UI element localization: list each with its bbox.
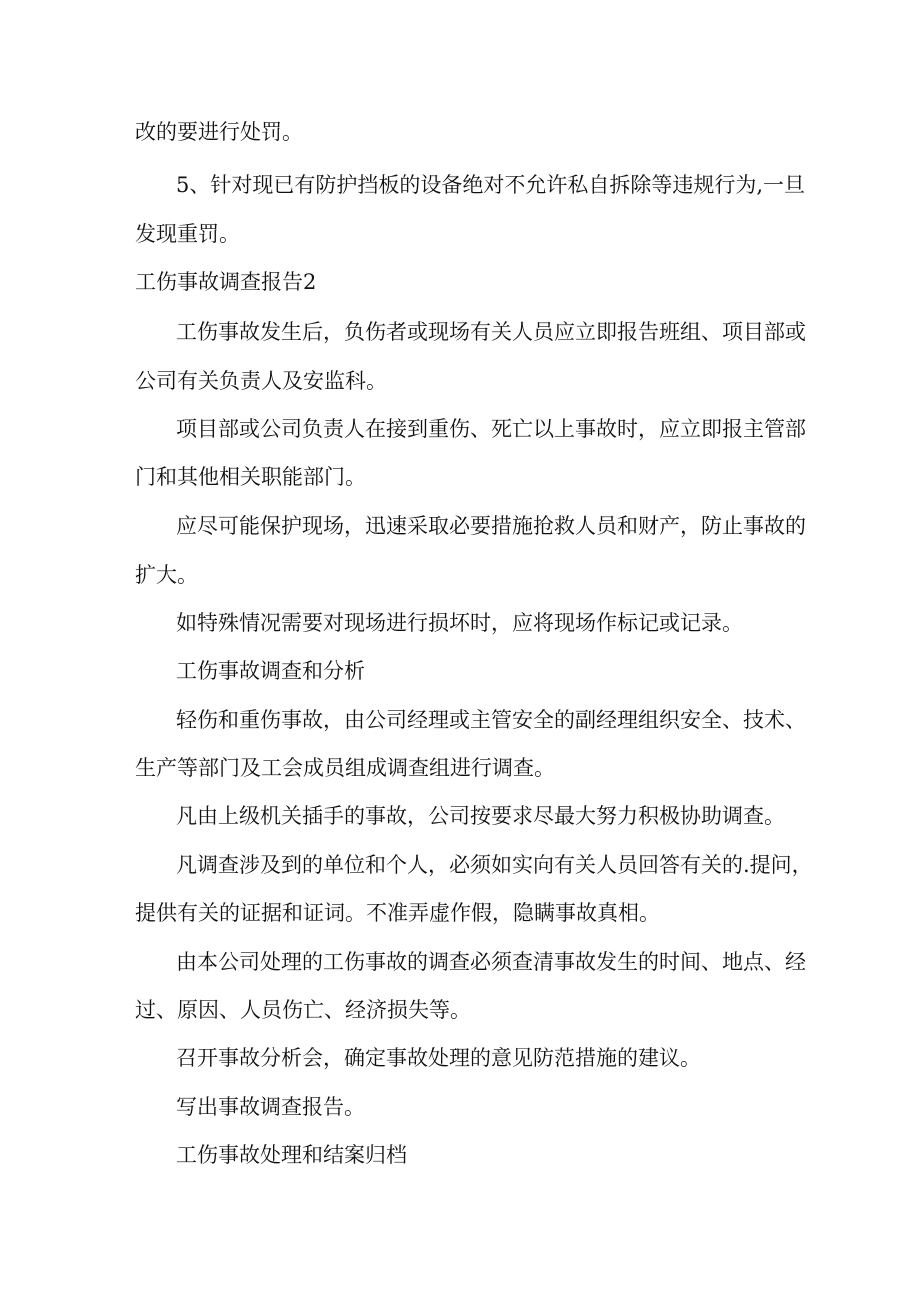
paragraph-line: 凡由上级机关插手的事故，公司按要求尽最大努力积极协助调查。 [176, 804, 785, 828]
paragraph-line: 由本公司处理的工伤事故的调查必须查清事故发生的时间、地点、经 [176, 950, 806, 974]
paragraph-line: 应尽可能保护现场，迅速采取必要措施抢救人员和财产，防止事故的 [176, 514, 806, 538]
paragraph-line: 门和其他相关职能部门。 [135, 465, 366, 489]
subsection-heading: 工伤事故调查和分析 [176, 659, 365, 683]
paragraph-line: 轻伤和重伤事故，由公司经理或主管安全的副经理组织安全、技术、 [176, 708, 806, 732]
paragraph-line: 提供有关的证据和证词。不准弄虚作假，隐瞒事故真相。 [135, 901, 660, 925]
paragraph-line: 扩大。 [135, 563, 198, 587]
paragraph-line: 工伤事故发生后，负伤者或现场有关人员应立即报告班组、项目部或 [176, 320, 806, 344]
paragraph-line: 5、针对现已有防护挡板的设备绝对不允许私自拆除等违规行为,一旦 [176, 173, 806, 197]
paragraph-line: 项目部或公司负责人在接到重伤、死亡以上事故时，应立即报主管部 [176, 417, 806, 441]
paragraph-line: 公司有关负责人及安监科。 [135, 369, 387, 393]
paragraph-line: 写出事故调查报告。 [176, 1095, 365, 1119]
paragraph-line: 改的要进行处罚。 [135, 120, 303, 144]
paragraph-line: 如特殊情况需要对现场进行损坏时，应将现场作标记或记录。 [176, 611, 743, 635]
paragraph-line: 过、原因、人员伤亡、经济损失等。 [135, 998, 471, 1022]
paragraph-line: 生产等部门及工会成员组成调查组进行调查。 [135, 756, 555, 780]
paragraph-line: 召开事故分析会，确定事故处理的意见防范措施的建议。 [176, 1046, 701, 1070]
paragraph-line: 发现重罚。 [135, 222, 240, 246]
paragraph-line: 凡调查涉及到的单位和个人，必须如实向有关人员回答有关的.提问， [176, 853, 813, 877]
section-heading: 工伤事故调查报告2 [135, 270, 317, 294]
subsection-heading: 工伤事故处理和结案归档 [176, 1143, 407, 1167]
